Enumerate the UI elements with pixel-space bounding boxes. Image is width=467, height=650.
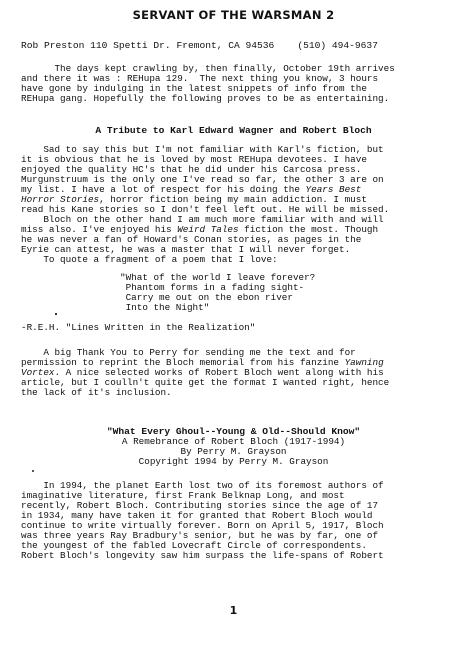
poem-line: Carry me out on the ebon river (120, 292, 293, 303)
thanks-line: A big Thank You to Perry for sending me the text and for (21, 347, 356, 358)
tribute-line: enjoyed the quality HC's that he did under his Carcosa press. (21, 164, 362, 175)
article-line: In 1994, the planet Earth lost two of its foremost authors of (21, 480, 384, 491)
zine-title: SERVANT OF THE WARSMAN 2 (132, 8, 335, 22)
tribute-text: miss also. I've enjoyed his (21, 224, 178, 235)
italic-title: Horror Stories (21, 194, 100, 205)
article-subtitle: A Remebrance of Robert Bloch (1917-1994) (121, 436, 346, 447)
tribute-line: Eyrie can attest, he was a master that I will never forget. (21, 244, 351, 255)
tribute-line: Sad to say this but I'm not familiar with Karl's fiction, but (21, 144, 384, 155)
tribute-text: , horror fiction being my main addiction. I must (99, 194, 367, 205)
poem-line: Phantom forms in a fading sight- (120, 282, 305, 293)
italic-title: Weird Tales (177, 224, 239, 235)
intro-line: and there it was : REHupa 129. The next thing you know, 3 hours (21, 73, 379, 84)
tribute-line: he was never a fan of Howard's Conan stories, as pages in the (21, 234, 362, 245)
poem-line: "What of the world I leave forever? (120, 272, 316, 283)
thanks-line: article, but I coulln't quite get the format I wanted right, hence (21, 377, 390, 388)
tribute-heading: A Tribute to Karl Edward Wagner and Robert Bloch (95, 125, 372, 136)
article-line: imaginative literature, first Frank Belknap Long, and most (21, 490, 345, 501)
article-line: continue to write virtually forever. Born on April 5, 1917, Bloch (21, 520, 384, 531)
tribute-text: fiction the most. Though (238, 224, 379, 235)
tribute-line: To quote a fragment of a poem that I love: (21, 254, 278, 265)
tribute-line: it is obvious that he is loved by most REHupa devotees. I have (21, 154, 367, 165)
article-byline: By Perry M. Grayson (180, 446, 287, 457)
tribute-text: my list. I have a lot of respect for his doing the (21, 184, 306, 195)
speck-mark (32, 470, 34, 472)
article-copyright: Copyright 1994 by Perry M. Grayson (138, 456, 329, 467)
tribute-line: read his Kane stories so I don't feel left out. He will be missed. (21, 204, 390, 215)
thanks-text: . A nice selected works of Robert Bloch went along with his (54, 367, 384, 378)
thanks-line: the lack of it's inclusion. (21, 387, 172, 398)
article-line: Robert Bloch's longevity saw him surpass the life-spans of Robert (21, 550, 384, 561)
italic-title: Vortex (21, 367, 55, 378)
article-heading: "What Every Ghoul--Young & Old--Should Know" (106, 426, 361, 437)
intro-line: REHupa gang. Hopefully the following proves to be as entertaining. (21, 93, 390, 104)
article-line: the youngest of the fabled Lovecraft Circle of correspondents. (21, 540, 367, 551)
poem-line: Into the Night" (120, 302, 210, 313)
italic-title: Yawning (344, 357, 384, 368)
contact-address: Rob Preston 110 Spetti Dr. Fremont, CA 94536 (510) 494-9637 (21, 40, 378, 51)
page-number: 1 (229, 604, 238, 617)
speck-mark (55, 313, 57, 315)
italic-title: Years Best (305, 184, 362, 195)
article-line: recently, Robert Bloch. Contributing stories since the age of 17 (21, 500, 379, 511)
intro-line: The days kept crawling by, then finally, October 19th arrives (21, 63, 395, 74)
tribute-line: Murgunstruum is the only one I've read so far, the other 3 are on (21, 174, 384, 185)
thanks-text: permission to reprint the Bloch memorial from his fanzine (21, 357, 345, 368)
article-line: in 1934, many have taken it for granted that Robert Bloch would (21, 510, 373, 521)
intro-line: have gone by indulging in the latest snippets of info from the (21, 83, 367, 94)
poem-attribution: -R.E.H. "Lines Written in the Realization" (21, 322, 256, 333)
article-line: was three years Ray Bradbury's senior, but he was by far, one of (21, 530, 379, 541)
tribute-line: Bloch on the other hand I am much more familiar with and will (21, 214, 384, 225)
